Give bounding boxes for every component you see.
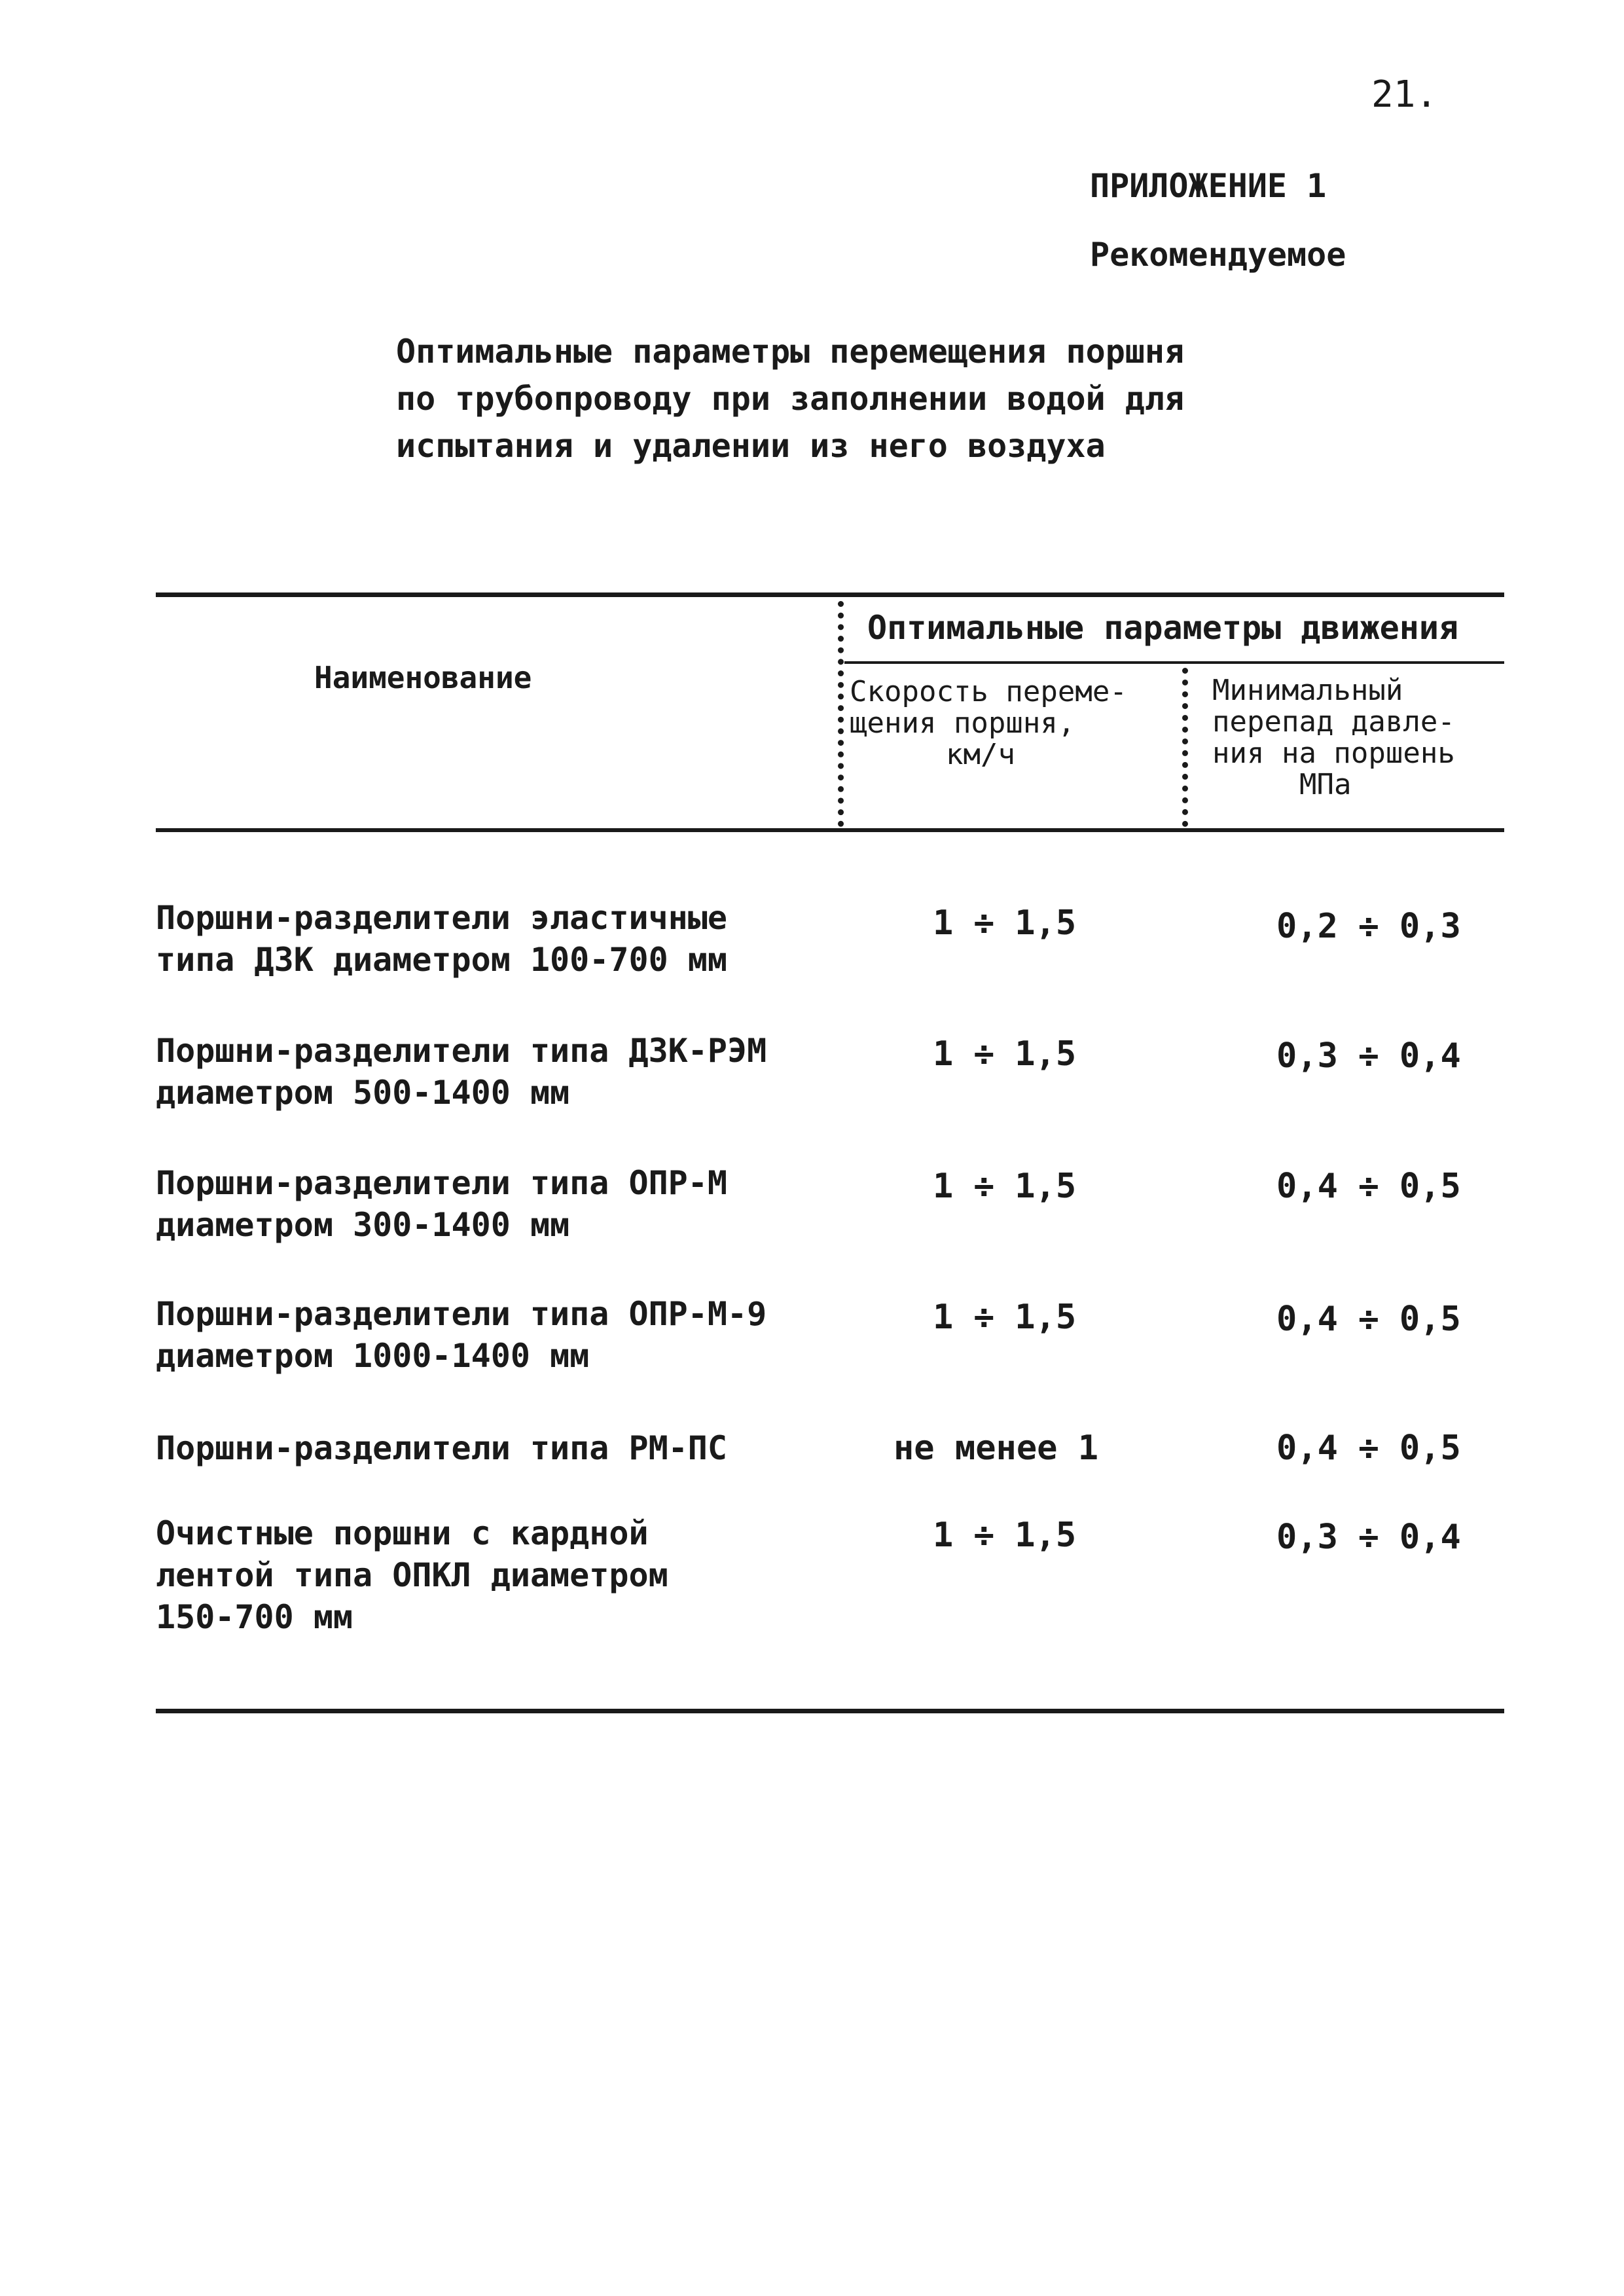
row-4-pressure: 0,4 ÷ 0,5 [1276,1300,1461,1339]
row-4-speed: 1 ÷ 1,5 [933,1298,1077,1337]
row-5-pressure: 0,4 ÷ 0,5 [1276,1429,1461,1468]
row-6-name-line-1: Очистные поршни с кардной [156,1514,649,1552]
row-1-speed: 1 ÷ 1,5 [933,903,1077,943]
row-3-name-line-2: диаметром 300-1400 мм [156,1206,570,1244]
page-number: 21. [1371,73,1438,116]
appendix-title: ПРИЛОЖЕНИЕ 1 [1090,167,1327,205]
row-1-name-line-1: Поршни-разделители эластичные [156,899,727,937]
row-5-name-line-1: Поршни-разделители типа РМ-ПС [156,1429,727,1467]
header-pressure-line-2: перепад давле- [1212,705,1455,738]
row-2-speed: 1 ÷ 1,5 [933,1034,1077,1074]
document-title-line-3: испытания и удалении из него воздуха [396,427,1106,465]
header-bottom-rule [156,828,1504,832]
row-1-pressure: 0,2 ÷ 0,3 [1276,907,1461,946]
appendix-status: Рекомендуемое [1090,236,1346,274]
row-4-name-line-1: Поршни-разделители типа ОПР-М-9 [156,1295,767,1333]
row-6-speed: 1 ÷ 1,5 [933,1516,1077,1555]
row-3-pressure: 0,4 ÷ 0,5 [1276,1167,1461,1206]
header-speed-line-3: км/ч [946,738,1015,771]
row-5-speed: не менее 1 [893,1429,1099,1468]
document-title-line-2: по трубопроводу при заполнении водой для [396,380,1185,418]
group-header-rule [844,661,1504,664]
header-speed-line-1: Скорость переме- [850,675,1127,708]
row-6-name-line-2: лентой типа ОПКЛ диаметром [156,1556,668,1594]
row-2-name-line-2: диаметром 500-1400 мм [156,1074,570,1112]
header-group: Оптимальные параметры движения [867,609,1459,647]
row-3-speed: 1 ÷ 1,5 [933,1167,1077,1206]
header-pressure-line-1: Минимальный [1212,674,1403,707]
header-pressure-line-3: ния на поршень [1212,737,1455,770]
row-4-name-line-2: диаметром 1000-1400 мм [156,1337,590,1375]
document-title-line-1: Оптимальные параметры перемещения поршня [396,333,1185,371]
column-divider-2 [1182,668,1188,827]
table-bottom-rule [156,1709,1504,1713]
header-speed-line-2: щения поршня, [850,706,1075,740]
row-3-name-line-1: Поршни-разделители типа ОПР-М [156,1164,727,1202]
row-6-pressure: 0,3 ÷ 0,4 [1276,1518,1461,1557]
row-1-name-line-2: типа ДЗК диаметром 100-700 мм [156,941,727,979]
row-2-name-line-1: Поршни-разделители типа ДЗК-РЭМ [156,1032,767,1070]
header-pressure-line-4: МПа [1299,768,1352,801]
row-6-name-line-3: 150-700 мм [156,1598,353,1636]
table-top-rule [156,592,1504,597]
header-name: Наименование [314,660,532,695]
column-divider-1 [838,601,844,827]
row-2-pressure: 0,3 ÷ 0,4 [1276,1036,1461,1076]
